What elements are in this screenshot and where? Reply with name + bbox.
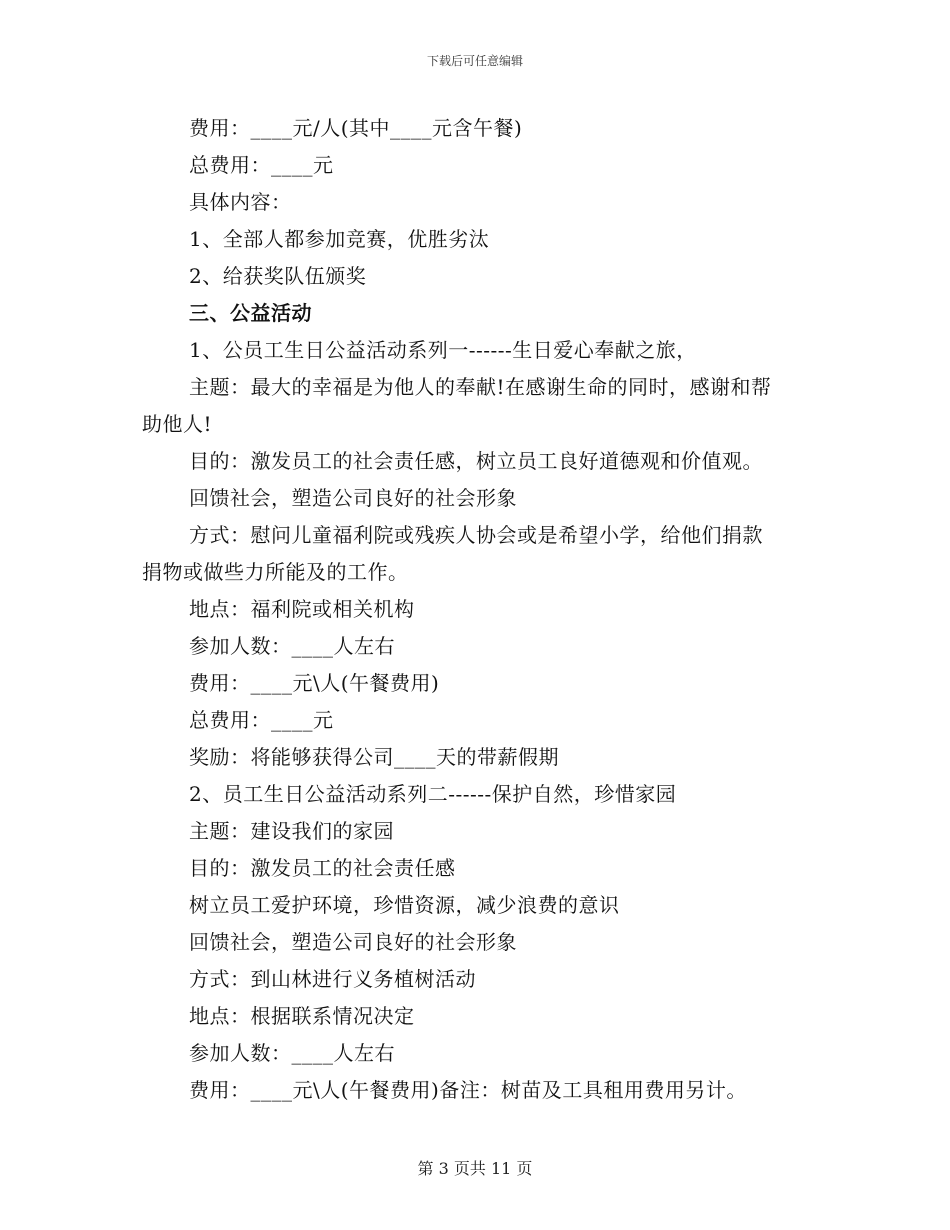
text-line: 具体内容：: [189, 190, 292, 214]
text-line: 主题：最大的幸福是为他人的奉献!在感谢生命的同时，感谢和帮: [189, 375, 772, 399]
text-line: 2、给获奖队伍颁奖: [189, 264, 367, 288]
text-line: 目的：激发员工的社会责任感，树立员工良好道德观和价值观。: [189, 449, 763, 473]
text-line: 参加人数：____人左右: [189, 1041, 395, 1065]
page-header: 下载后可任意编辑: [426, 54, 523, 68]
text-line: 主题：建设我们的家园: [189, 819, 394, 843]
text-line: 助他人!: [142, 412, 213, 436]
text-line: 树立员工爱护环境，珍惜资源，减少浪费的意识: [189, 893, 620, 917]
text-line: 地点：福利院或相关机构: [189, 597, 415, 621]
text-line: 1、公员工生日公益活动系列一------生日爱心奉献之旅，: [189, 338, 697, 362]
text-line: 费用：____元/人(其中____元含午餐): [189, 116, 523, 140]
page-footer: 第 3 页共 11 页: [417, 1159, 533, 1178]
text-line: 总费用：____元: [189, 153, 334, 177]
text-line: 回馈社会，塑造公司良好的社会形象: [189, 486, 517, 510]
text-line: 回馈社会，塑造公司良好的社会形象: [189, 930, 517, 954]
text-line: 方式：慰问儿童福利院或残疾人协会或是希望小学，给他们捐款: [189, 523, 763, 547]
section-heading: 三、公益活动: [189, 301, 312, 325]
text-line: 费用：____元\人(午餐费用): [189, 671, 440, 695]
text-line: 参加人数：____人左右: [189, 634, 395, 658]
text-line: 地点：根据联系情况决定: [189, 1004, 415, 1028]
text-line: 2、员工生日公益活动系列二------保护自然，珍惜家园: [189, 782, 677, 806]
text-line: 奖励：将能够获得公司____天的带薪假期: [189, 745, 559, 769]
text-line: 1、全部人都参加竞赛，优胜劣汰: [189, 227, 490, 251]
text-line: 费用：____元\人(午餐费用)备注：树苗及工具租用费用另计。: [189, 1078, 747, 1102]
text-line: 捐物或做些力所能及的工作。: [142, 560, 409, 584]
text-line: 方式：到山林进行义务植树活动: [189, 967, 476, 991]
text-line: 总费用：____元: [189, 708, 334, 732]
text-line: 目的：激发员工的社会责任感: [189, 856, 456, 880]
document-body: [142, 110, 822, 1109]
